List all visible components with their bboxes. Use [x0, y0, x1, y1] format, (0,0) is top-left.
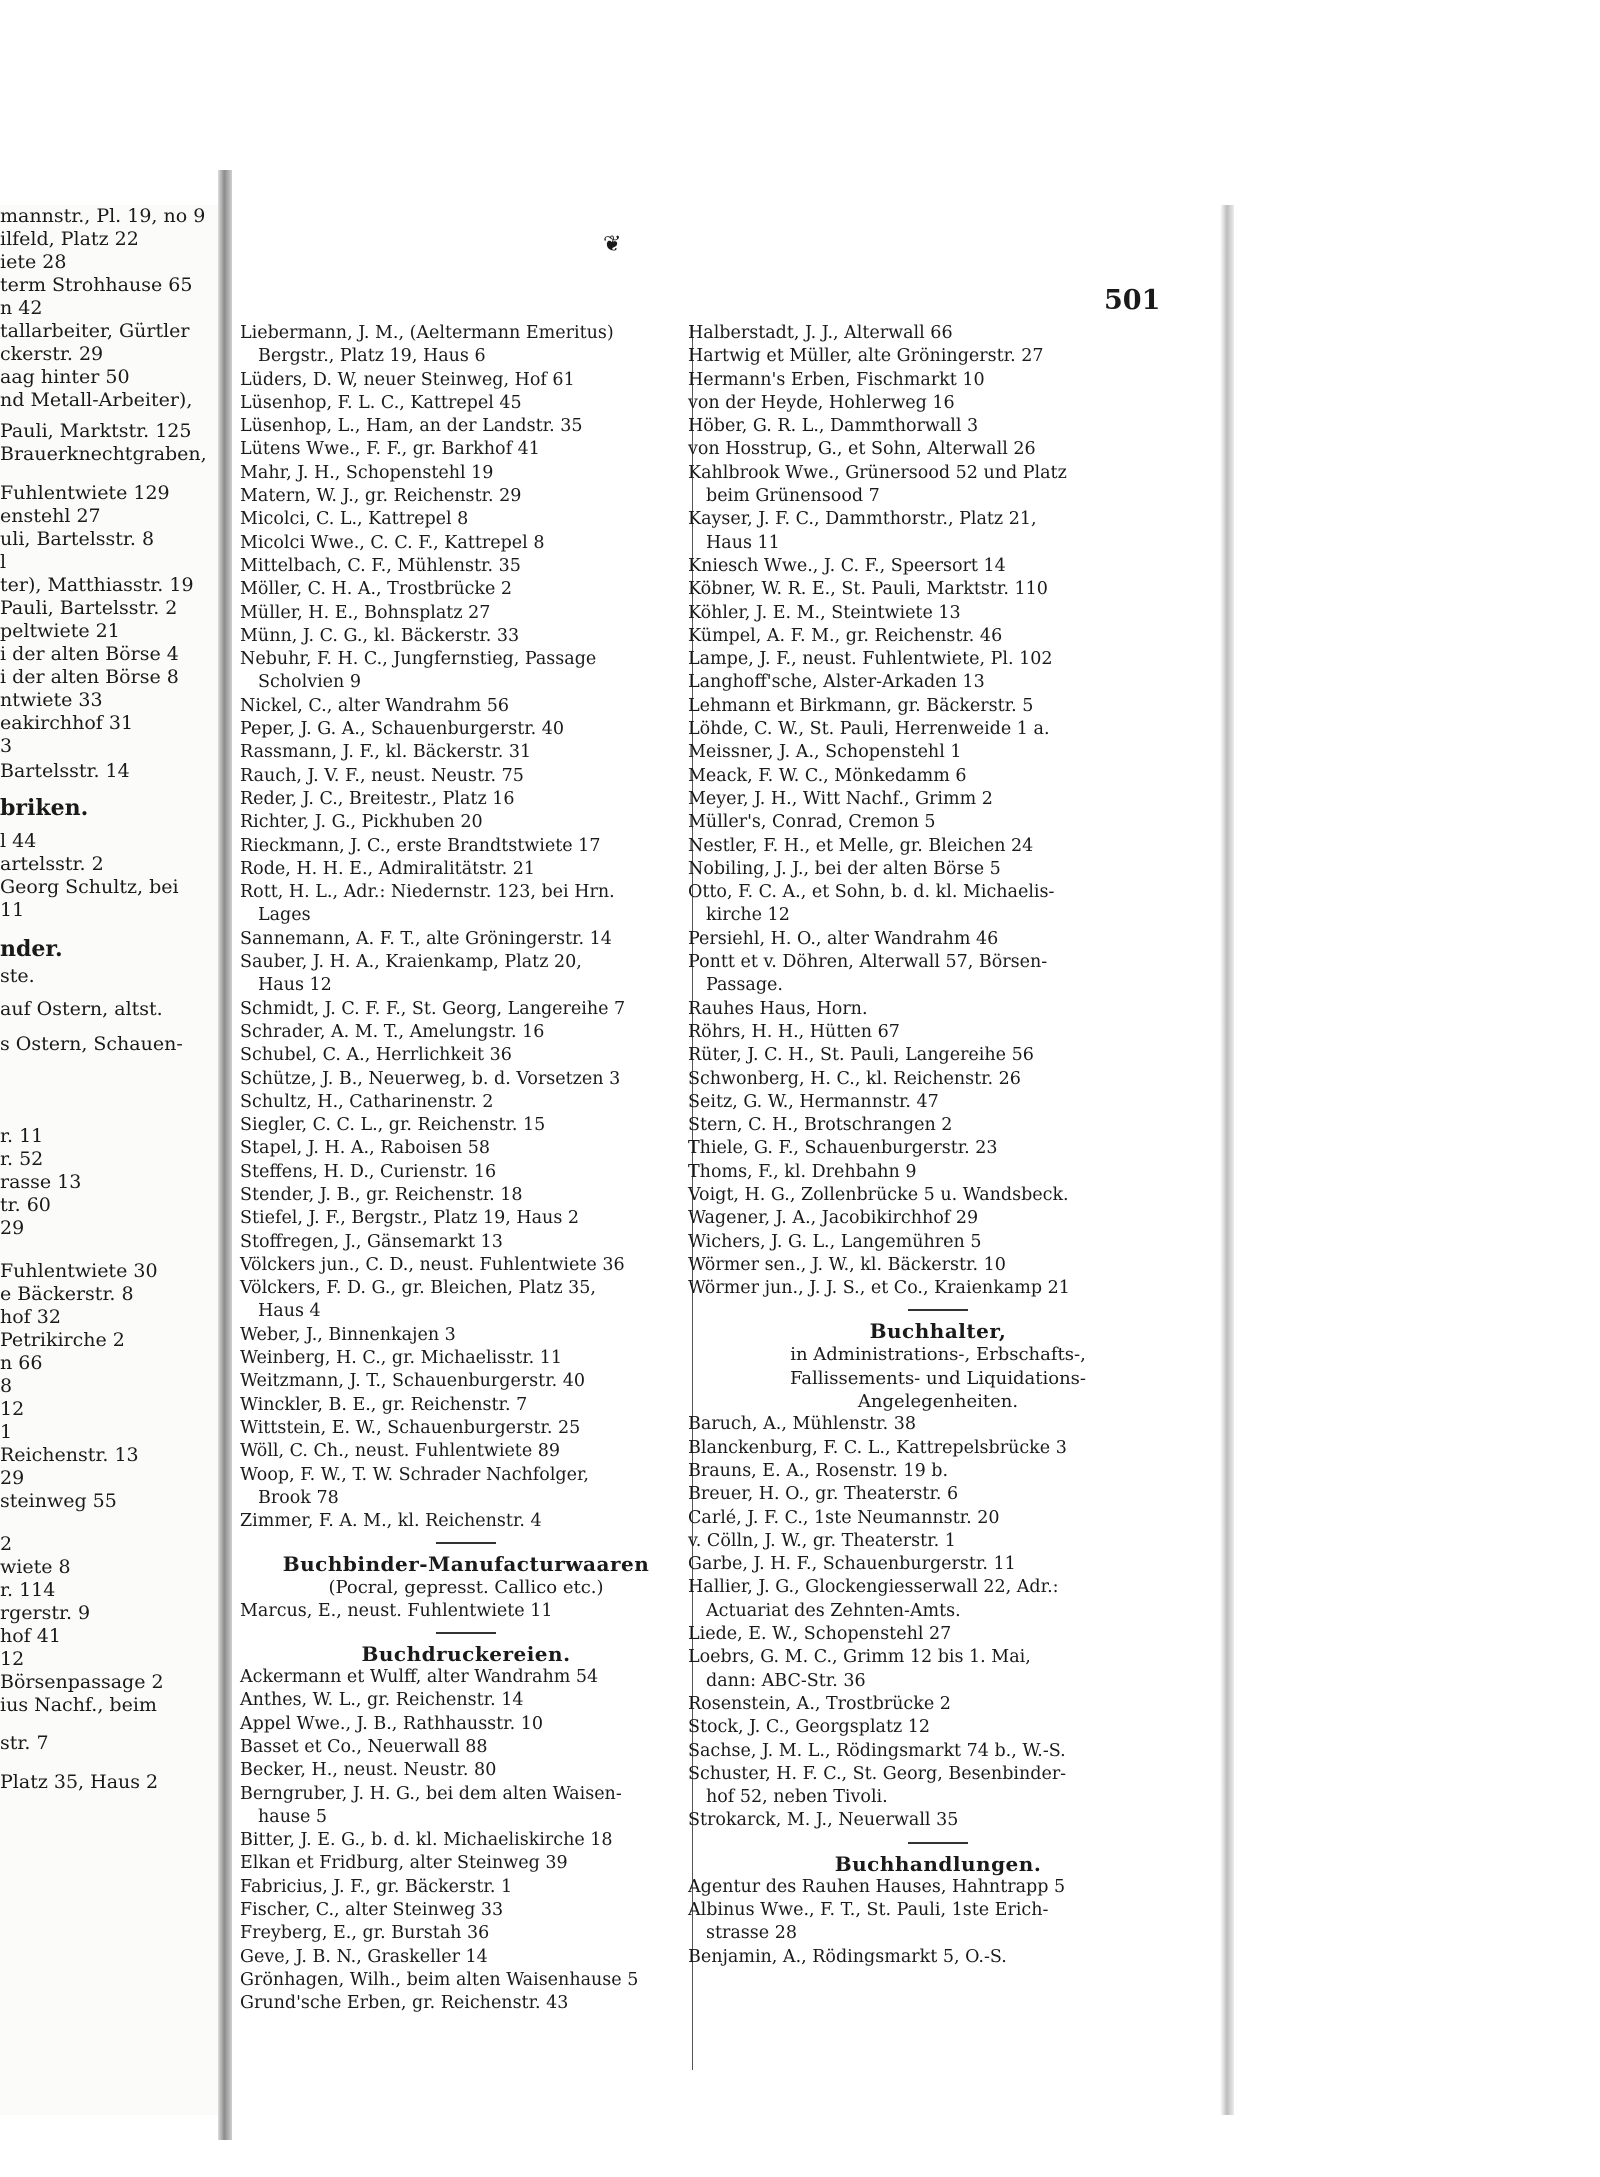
left-page-fragment: 12 [0, 1398, 25, 1420]
left-page-fragment: i der alten Börse 8 [0, 666, 179, 688]
directory-entry: Marcus, E., neust. Fuhlentwiete 11 [240, 1600, 553, 1621]
left-page-fragment: Pauli, Marktstr. 125 [0, 420, 192, 442]
directory-entry: Wagener, J. A., Jacobikirchhof 29 [688, 1208, 979, 1229]
directory-entry: Hallier, J. G., Glockengiesserwall 22, Adr.: [688, 1577, 1059, 1598]
left-page-fragment: auf Ostern, altst. [0, 998, 163, 1020]
left-page-fragment: Fuhlentwiete 30 [0, 1260, 158, 1282]
directory-entry: Wörmer sen., J. W., kl. Bäckerstr. 10 [688, 1254, 1006, 1275]
directory-entry: Stern, C. H., Brotschrangen 2 [688, 1115, 953, 1136]
left-page-fragment: tallarbeiter, Gürtler [0, 320, 190, 342]
left-facing-page [0, 205, 218, 2115]
left-page-fragment: Börsenpassage 2 [0, 1671, 164, 1693]
directory-entry: Weitzmann, J. T., Schauenburgerstr. 40 [240, 1371, 586, 1392]
directory-entry: Grönhagen, Wilh., beim alten Waisenhause 5 [240, 1969, 639, 1990]
directory-entry: Völckers jun., C. D., neust. Fuhlentwiete 36 [240, 1254, 625, 1275]
directory-entry: Peper, J. G. A., Schauenburgerstr. 40 [240, 719, 565, 740]
directory-entry: Löhde, C. W., St. Pauli, Herrenweide 1 a. [688, 719, 1050, 740]
directory-entry: Rode, H. H. E., Admiralitätstr. 21 [240, 858, 536, 879]
directory-entry: Lütens Wwe., F. F., gr. Barkhof 41 [240, 439, 540, 460]
section-divider-rule [436, 1542, 496, 1544]
directory-entry: Weber, J., Binnenkajen 3 [240, 1324, 456, 1345]
section-heading: Buchhalter, [869, 1319, 1007, 1344]
left-page-fragment: term Strohhause 65 [0, 274, 193, 296]
directory-entry: Müller, H. E., Bohnsplatz 27 [240, 602, 491, 623]
directory-entry: Sachse, J. M. L., Rödingsmarkt 74 b., W.-S. [688, 1740, 1066, 1761]
left-page-fragment: rasse 13 [0, 1171, 82, 1193]
directory-entry: Kayser, J. F. C., Dammthorstr., Platz 21, [688, 509, 1037, 530]
directory-entry: Reder, J. C., Breitestr., Platz 16 [240, 788, 515, 809]
directory-entry: Actuariat des Zehnten-Amts. [706, 1600, 961, 1621]
book-gutter [218, 170, 232, 2140]
section-divider-rule [908, 1309, 968, 1311]
directory-entry: Breuer, H. O., gr. Theaterstr. 6 [688, 1484, 959, 1505]
left-page-fragment: n 42 [0, 297, 43, 319]
directory-entry: v. Cölln, J. W., gr. Theaterstr. 1 [688, 1530, 956, 1551]
left-page-fragment: tr. 60 [0, 1194, 51, 1216]
directory-entry: Strokarck, M. J., Neuerwall 35 [688, 1810, 959, 1831]
directory-entry: Kümpel, A. F. M., gr. Reichenstr. 46 [688, 625, 1003, 646]
directory-entry: Scholvien 9 [258, 672, 362, 693]
directory-entry: Sannemann, A. F. T., alte Gröningerstr. 14 [240, 928, 612, 949]
left-page-fragment: hof 41 [0, 1625, 61, 1647]
directory-entry: Haus 4 [258, 1301, 321, 1322]
directory-entry: Liebermann, J. M., (Aeltermann Emeritus) [240, 323, 614, 343]
directory-entry: Schultz, H., Catharinenstr. 2 [240, 1091, 494, 1112]
left-page-fragment: eakirchhof 31 [0, 712, 134, 734]
directory-entry: Rauch, J. V. F., neust. Neustr. 75 [240, 765, 524, 786]
directory-entry: hof 52, neben Tivoli. [706, 1787, 888, 1808]
directory-entry: Nebuhr, F. H. C., Jungfernstieg, Passage [240, 649, 597, 670]
left-page-fragment: rgerstr. 9 [0, 1602, 91, 1624]
directory-entry: Kniesch Wwe., J. C. F., Speersort 14 [688, 555, 1006, 576]
directory-entry: Hartwig et Müller, alte Gröningerstr. 27 [688, 346, 1044, 367]
directory-entry: Rieckmann, J. C., erste Brandtstwiete 17 [240, 835, 601, 856]
directory-entry: Basset et Co., Neuerwall 88 [240, 1736, 488, 1757]
left-page-fragment: 1 [0, 1421, 13, 1443]
directory-entry: Otto, F. C. A., et Sohn, b. d. kl. Michaelis- [688, 882, 1055, 903]
directory-entry: Matern, W. J., gr. Reichenstr. 29 [240, 486, 522, 507]
directory-entry: Schuster, H. F. C., St. Georg, Besenbinder- [688, 1763, 1067, 1784]
directory-entry: Voigt, H. G., Zollenbrücke 5 u. Wandsbeck. [688, 1184, 1069, 1205]
directory-entry: Höber, G. R. L., Dammthorwall 3 [688, 416, 979, 437]
directory-entry: Rauhes Haus, Horn. [688, 998, 868, 1019]
directory-entry: Brauns, E. A., Rosenstr. 19 b. [688, 1460, 949, 1481]
section-subheading: Angelegenheiten. [857, 1391, 1019, 1413]
directory-entry: Anthes, W. L., gr. Reichenstr. 14 [240, 1690, 524, 1711]
directory-entry: Lüsenhop, L., Ham, an der Landstr. 35 [240, 416, 583, 437]
left-page-fragment: Fuhlentwiete 129 [0, 482, 170, 504]
section-subheading: in Administrations-, Erbschafts-, [790, 1344, 1086, 1366]
directory-entry: Loebrs, G. M. C., Grimm 12 bis 1. Mai, [688, 1647, 1031, 1668]
directory-entry: Lüders, D. W, neuer Steinweg, Hof 61 [240, 369, 575, 390]
directory-entry: Bergstr., Platz 19, Haus 6 [258, 346, 486, 367]
section-subheading: (Pocral, gepresst. Callico etc.) [328, 1577, 604, 1599]
left-page-fragment: Reichenstr. 13 [0, 1444, 139, 1466]
directory-entry: Garbe, J. H. F., Schauenburgerstr. 11 [688, 1554, 1016, 1575]
directory-entry: Röhrs, H. H., Hütten 67 [688, 1021, 900, 1042]
directory-entry: strasse 28 [706, 1923, 797, 1944]
directory-entry: von der Heyde, Hohlerweg 16 [688, 392, 955, 413]
left-page-fragment: Georg Schultz, bei [0, 876, 179, 898]
directory-entry: Haus 11 [706, 532, 780, 553]
directory-entry: Benjamin, A., Rödingsmarkt 5, O.-S. [688, 1946, 1007, 1967]
left-page-fragment: r. 114 [0, 1579, 56, 1601]
directory-entry: Stiefel, J. F., Bergstr., Platz 19, Haus 2 [240, 1208, 580, 1229]
ornament-glyph: ❦ [603, 232, 622, 257]
directory-entry: Agentur des Rauhen Hauses, Hahntrapp 5 [688, 1876, 1066, 1897]
directory-entry: Meack, F. W. C., Mönkedamm 6 [688, 765, 967, 786]
directory-entry: Hermann's Erben, Fischmarkt 10 [688, 369, 985, 390]
left-page-fragment: 3 [0, 735, 13, 757]
directory-entry: Stender, J. B., gr. Reichenstr. 18 [240, 1184, 523, 1205]
directory-entry: beim Grünensood 7 [706, 486, 880, 507]
left-page-fragment: Bartelsstr. 14 [0, 760, 130, 782]
directory-entry: Weinberg, H. C., gr. Michaelisstr. 11 [240, 1348, 563, 1369]
directory-entry: Micolci, C. L., Kattrepel 8 [240, 509, 469, 530]
directory-entry: Schrader, A. M. T., Amelungstr. 16 [240, 1021, 545, 1042]
directory-entry: Brook 78 [258, 1487, 339, 1508]
left-page-fragment: ste. [0, 965, 35, 987]
left-page-fragment: Pauli, Bartelsstr. 2 [0, 597, 178, 619]
directory-entry: Nickel, C., alter Wandrahm 56 [240, 695, 510, 716]
directory-entry: Liede, E. W., Schopenstehl 27 [688, 1624, 952, 1645]
directory-entry: Lages [258, 905, 311, 926]
section-subheading: Fallissements- und Liquidations- [790, 1367, 1086, 1389]
left-page-fragment: peltwiete 21 [0, 620, 120, 642]
directory-entry: Baruch, A., Mühlenstr. 38 [688, 1414, 916, 1435]
directory-entry: Micolci Wwe., C. C. F., Kattrepel 8 [240, 532, 545, 553]
directory-entry: Schmidt, J. C. F. F., St. Georg, Langereihe 7 [240, 998, 626, 1019]
left-page-fragment: steinweg 55 [0, 1490, 117, 1512]
directory-entry: Mittelbach, C. F., Mühlenstr. 35 [240, 555, 521, 576]
directory-entry: Mahr, J. H., Schopenstehl 19 [240, 462, 494, 483]
directory-entry: Wichers, J. G. L., Langemühren 5 [688, 1231, 982, 1252]
directory-entry: Woop, F. W., T. W. Schrader Nachfolger, [240, 1464, 589, 1485]
left-page-fragment: n 66 [0, 1352, 43, 1374]
left-page-fragment: nder. [0, 936, 63, 962]
page-number: 501 [1104, 285, 1161, 316]
directory-entry: Geve, J. B. N., Graskeller 14 [240, 1946, 488, 1967]
directory-entry: Haus 12 [258, 975, 332, 996]
left-page-fragment: 2 [0, 1533, 13, 1555]
directory-entry: Fischer, C., alter Steinweg 33 [240, 1900, 504, 1920]
left-page-fragment: s Ostern, Schauen- [0, 1033, 183, 1055]
directory-entry: Winckler, B. E., gr. Reichenstr. 7 [240, 1394, 528, 1415]
left-page-fragment: Petrikirche 2 [0, 1329, 125, 1351]
left-page-fragment: e Bäckerstr. 8 [0, 1283, 134, 1305]
directory-entry: Stoffregen, J., Gänsemarkt 13 [240, 1231, 503, 1252]
directory-entry: Nestler, F. H., et Melle, gr. Bleichen 24 [688, 835, 1034, 856]
section-divider-rule [436, 1632, 496, 1634]
directory-entry: Kahlbrook Wwe., Grünersood 52 und Platz [688, 462, 1067, 483]
directory-entry: Appel Wwe., J. B., Rathhausstr. 10 [240, 1713, 544, 1734]
page-edge [1220, 205, 1234, 2115]
directory-entry: Köhler, J. E. M., Steintwiete 13 [688, 602, 961, 623]
left-page-fragment: ilfeld, Platz 22 [0, 228, 139, 250]
directory-entry: Elkan et Fridburg, alter Steinweg 39 [240, 1853, 568, 1874]
directory-entry: Müller's, Conrad, Cremon 5 [688, 812, 936, 833]
directory-entry: Grund'sche Erben, gr. Reichenstr. 43 [240, 1993, 569, 2014]
left-page-fragment: l 44 [0, 830, 37, 852]
directory-entry: Rüter, J. C. H., St. Pauli, Langereihe 56 [688, 1045, 1034, 1066]
left-page-fragment: uli, Bartelsstr. 8 [0, 528, 155, 550]
directory-entry: Ackermann et Wulff, alter Wandrahm 54 [240, 1667, 599, 1688]
directory-entry: Thoms, F., kl. Drehbahn 9 [688, 1161, 917, 1182]
left-page-fragment: i der alten Börse 4 [0, 643, 179, 665]
directory-column-left [240, 322, 692, 2015]
directory-entry: Blanckenburg, F. C. L., Kattrepelsbrücke 3 [688, 1437, 1067, 1458]
directory-entry: Wöll, C. Ch., neust. Fuhlentwiete 89 [240, 1441, 561, 1462]
left-page-fragment: artelsstr. 2 [0, 853, 104, 875]
left-page-fragment: l [0, 551, 7, 573]
directory-entry: Nobiling, J. J., bei der alten Börse 5 [688, 858, 1001, 879]
left-page-fragment: 8 [0, 1375, 13, 1397]
directory-entry: Völckers, F. D. G., gr. Bleichen, Platz 35, [240, 1278, 596, 1299]
section-heading: Buchbinder-Manufacturwaaren [282, 1552, 650, 1577]
directory-entry: Halberstadt, J. J., Alterwall 66 [688, 323, 953, 343]
directory-entry: von Hosstrup, G., et Sohn, Alterwall 26 [688, 439, 1036, 460]
section-heading: Buchhandlungen. [834, 1851, 1042, 1876]
directory-entry: Schwonberg, H. C., kl. Reichenstr. 26 [688, 1068, 1021, 1089]
directory-entry: Fabricius, J. F., gr. Bäckerstr. 1 [240, 1876, 513, 1897]
directory-entry: Berngruber, J. H. G., bei dem alten Waisen- [240, 1783, 622, 1804]
directory-entry: Münn, J. C. G., kl. Bäckerstr. 33 [240, 625, 520, 646]
section-divider-rule [908, 1842, 968, 1844]
left-page-fragment: nd Metall-Arbeiter), [0, 389, 193, 411]
directory-entry: dann: ABC-Str. 36 [706, 1670, 866, 1691]
directory-entry: Langhoff'sche, Alster-Arkaden 13 [688, 672, 985, 693]
left-page-fragment: ntwiete 33 [0, 689, 103, 711]
directory-entry: Lehmann et Birkmann, gr. Bäckerstr. 5 [688, 695, 1034, 716]
left-page-fragment: ckerstr. 29 [0, 343, 104, 365]
directory-entry: Schütze, J. B., Neuerweg, b. d. Vorsetzen 3 [240, 1068, 621, 1089]
left-page-fragment: iete 28 [0, 251, 67, 273]
directory-entry: Richter, J. G., Pickhuben 20 [240, 812, 483, 833]
left-page-fragment: ius Nachf., beim [0, 1694, 157, 1716]
directory-entry: Lampe, J. F., neust. Fuhlentwiete, Pl. 102 [688, 649, 1053, 670]
directory-entry: Freyberg, E., gr. Burstah 36 [240, 1923, 490, 1944]
directory-entry: Köbner, W. R. E., St. Pauli, Marktstr. 110 [688, 579, 1048, 600]
directory-entry: kirche 12 [706, 905, 790, 926]
directory-entry: Passage. [706, 975, 783, 996]
left-page-fragment: Platz 35, Haus 2 [0, 1771, 159, 1793]
section-heading: Buchdruckereien. [361, 1642, 571, 1667]
directory-entry: Rosenstein, A., Trostbrücke 2 [688, 1693, 951, 1714]
directory-entry: Stock, J. C., Georgsplatz 12 [688, 1717, 931, 1738]
directory-entry: Sauber, J. H. A., Kraienkamp, Platz 20, [240, 952, 582, 973]
left-page-fragment: r. 52 [0, 1148, 44, 1170]
directory-entry: Meissner, J. A., Schopenstehl 1 [688, 742, 962, 763]
left-page-fragment: mannstr., Pl. 19, no 9 [0, 205, 206, 227]
directory-entry: Stapel, J. H. A., Raboisen 58 [240, 1138, 491, 1159]
directory-column-right [688, 322, 1188, 1969]
directory-entry: Rassmann, J. F., kl. Bäckerstr. 31 [240, 742, 532, 763]
directory-entry: Steffens, H. D., Curienstr. 16 [240, 1161, 497, 1182]
directory-entry: Becker, H., neust. Neustr. 80 [240, 1760, 497, 1781]
directory-entry: Wörmer jun., J. J. S., et Co., Kraienkamp 21 [688, 1278, 1070, 1299]
left-page-fragment: 11 [0, 899, 25, 921]
directory-entry: Seitz, G. W., Hermannstr. 47 [688, 1091, 939, 1112]
left-page-fragment: r. 11 [0, 1125, 44, 1147]
left-page-fragment: str. 7 [0, 1732, 49, 1754]
directory-entry: Albinus Wwe., F. T., St. Pauli, 1ste Erich- [688, 1900, 1049, 1920]
left-page-fragment: aag hinter 50 [0, 366, 130, 388]
directory-entry: Lüsenhop, F. L. C., Kattrepel 45 [240, 392, 522, 413]
left-page-fragment: 29 [0, 1467, 25, 1489]
directory-entry: Persiehl, H. O., alter Wandrahm 46 [688, 928, 999, 949]
left-page-fragment: hof 32 [0, 1306, 61, 1328]
directory-entry: Thiele, G. F., Schauenburgerstr. 23 [688, 1138, 998, 1159]
left-page-fragment: 29 [0, 1217, 25, 1239]
left-page-fragment: 12 [0, 1648, 25, 1670]
directory-entry: Rott, H. L., Adr.: Niedernstr. 123, bei Hrn. [240, 882, 615, 903]
left-page-fragment: briken. [0, 795, 89, 821]
directory-entry: Wittstein, E. W., Schauenburgerstr. 25 [240, 1417, 581, 1438]
directory-entry: Schubel, C. A., Herrlichkeit 36 [240, 1045, 512, 1066]
directory-entry: Meyer, J. H., Witt Nachf., Grimm 2 [688, 788, 993, 809]
directory-entry: Carlé, J. F. C., 1ste Neumannstr. 20 [688, 1507, 1000, 1528]
directory-entry: Zimmer, F. A. M., kl. Reichenstr. 4 [240, 1511, 542, 1532]
directory-entry: Möller, C. H. A., Trostbrücke 2 [240, 579, 513, 600]
directory-entry: Bitter, J. E. G., b. d. kl. Michaeliskirche 18 [240, 1830, 613, 1851]
directory-entry: hause 5 [258, 1806, 328, 1827]
left-page-fragment: wiete 8 [0, 1556, 71, 1578]
left-page-fragment: enstehl 27 [0, 505, 101, 527]
directory-entry: Pontt et v. Döhren, Alterwall 57, Börsen- [688, 952, 1048, 973]
left-page-fragment: ter), Matthiasstr. 19 [0, 574, 194, 596]
directory-entry: Siegler, C. C. L., gr. Reichenstr. 15 [240, 1115, 546, 1136]
left-page-fragment: Brauerknechtgraben, [0, 443, 207, 465]
